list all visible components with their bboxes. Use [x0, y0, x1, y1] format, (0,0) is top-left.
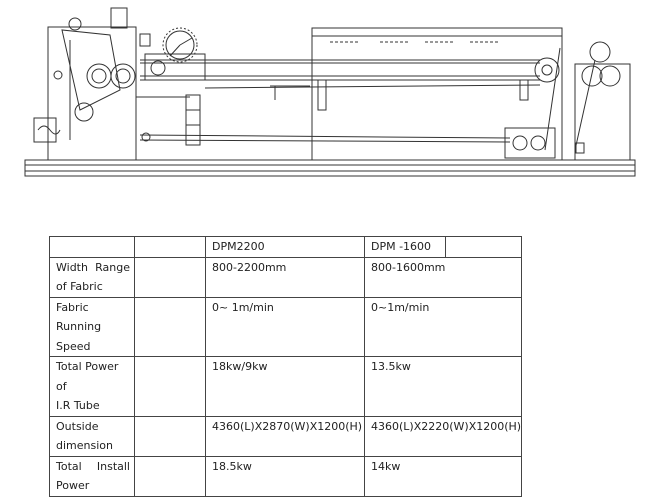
- header-dpm2200: DPM2200: [206, 237, 365, 258]
- label-line: Fabric: [56, 300, 89, 314]
- header-dpm1600: DPM -1600: [365, 237, 446, 258]
- header-cell-empty: [446, 237, 522, 258]
- row-label-fabric-speed: [50, 297, 135, 357]
- table-header-row: [50, 237, 522, 258]
- value-dpm1600: 0~1m/min: [365, 297, 522, 357]
- label-line: Total Power of: [56, 360, 119, 393]
- row-label-width-range: [50, 257, 135, 297]
- spec-table: [49, 236, 522, 497]
- table-row: [50, 257, 522, 297]
- oven-housing: [140, 28, 562, 160]
- machine-line-drawing: [0, 0, 660, 200]
- left-unwind-frame: [34, 8, 190, 160]
- header-cell-empty: [50, 237, 135, 258]
- value-dpm2200: 0~ 1m/min: [206, 297, 365, 357]
- row-label-install-power: [50, 456, 135, 496]
- table-row: [50, 297, 522, 357]
- value-dpm1600: 800-1600mm: [365, 257, 522, 297]
- value-dpm2200: 18.5kw: [206, 456, 365, 496]
- value-dpm2200: 18kw/9kw: [206, 357, 365, 417]
- spacer-cell: [135, 357, 206, 417]
- value-dpm1600: 4360(L)X2220(W)X1200(H): [365, 416, 522, 456]
- table-row: [50, 456, 522, 496]
- row-label-outside-dimension: [50, 416, 135, 456]
- value-dpm2200: 800-2200mm: [206, 257, 365, 297]
- table-row: [50, 416, 522, 456]
- spacer-cell: [135, 297, 206, 357]
- value-dpm1600: 14kw: [365, 456, 522, 496]
- label-line: Outside: [56, 419, 99, 433]
- label-line: Speed: [56, 339, 91, 353]
- label-line: I.R Tube: [56, 399, 100, 412]
- header-cell-empty: [135, 237, 206, 258]
- gear-unit: [140, 28, 205, 145]
- value-dpm1600: 13.5kw: [365, 357, 522, 417]
- value-dpm2200: 4360(L)X2870(W)X1200(H): [206, 416, 365, 456]
- spacer-cell: [135, 416, 206, 456]
- label-line: Power: [56, 479, 90, 492]
- machine-base: [25, 160, 635, 176]
- row-label-ir-power: [50, 357, 135, 417]
- table-row: [50, 357, 522, 417]
- spacer-cell: [135, 257, 206, 297]
- label-line: Running: [56, 320, 102, 333]
- label-line: of Fabric: [56, 280, 103, 293]
- label-line: Width Range: [56, 260, 130, 274]
- spacer-cell: [135, 456, 206, 496]
- label-line: Total Install: [56, 459, 130, 473]
- label-line: dimension: [56, 439, 113, 452]
- conveyor-belt: [140, 60, 540, 100]
